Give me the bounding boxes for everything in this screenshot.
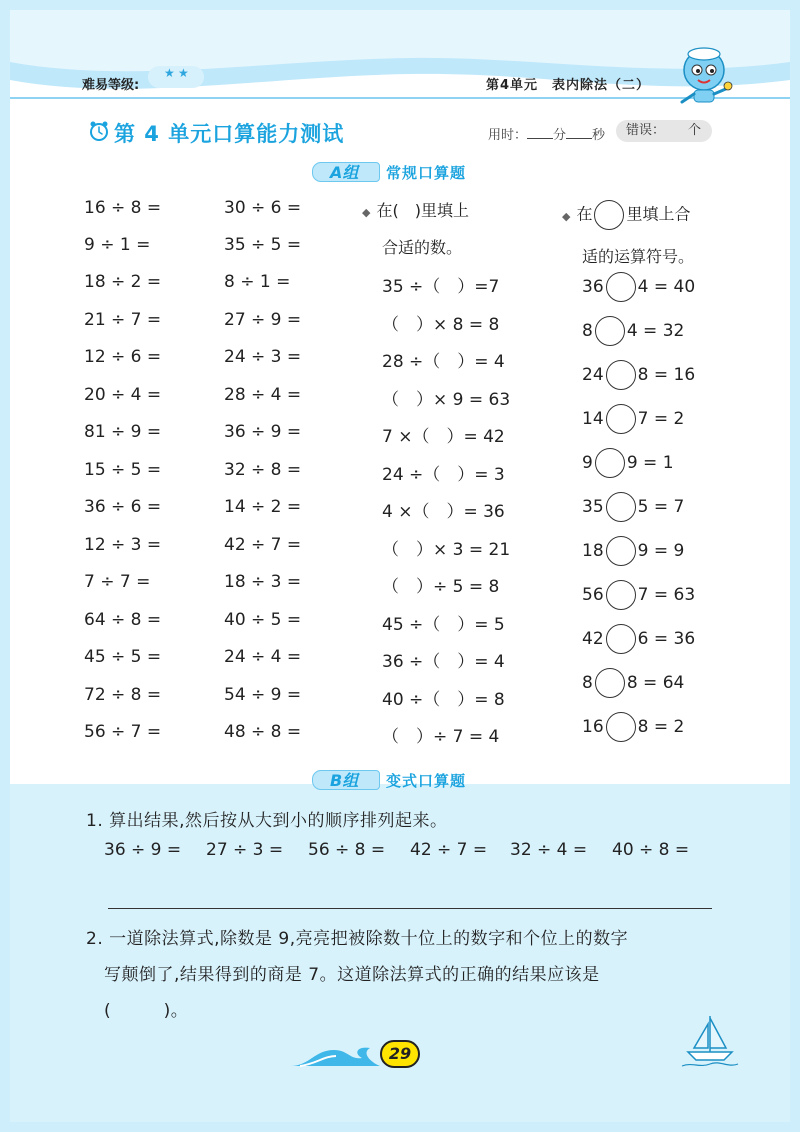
col4-right-part: 4 = 32 — [626, 321, 685, 341]
test-title: 第 4 单元口算能力测试 — [114, 122, 345, 146]
col4-left-operand: 9 — [582, 453, 593, 473]
time-used — [488, 124, 605, 143]
col2-item: 14 ÷ 2 = — [224, 497, 302, 517]
operator-circle-icon — [594, 200, 624, 230]
col4-right-part: 4 = 40 — [637, 277, 696, 297]
col3-item: （ ）× 9 = 63 — [382, 390, 511, 410]
difficulty-star-2: ★ — [178, 66, 189, 80]
operator-blank[interactable] — [606, 404, 636, 434]
col1-item: 18 ÷ 2 = — [84, 272, 162, 292]
q1-item: 27 ÷ 3 = — [206, 840, 284, 860]
col2-item: 28 ÷ 4 = — [224, 385, 302, 405]
col4-item — [582, 492, 684, 522]
col1-item: 7 ÷ 7 = — [84, 572, 151, 592]
col2-item: 40 ÷ 5 = — [224, 610, 302, 630]
col4-right-part: 8 = 2 — [637, 717, 685, 737]
col4-item — [582, 536, 684, 566]
col2-item: 8 ÷ 1 = — [224, 272, 291, 292]
error-count-box — [616, 120, 712, 142]
col3-item: 36 ÷（ ）= 4 — [382, 652, 505, 672]
col3-item: 35 ÷（ ）=7 — [382, 277, 500, 297]
col4-left-operand: 42 — [582, 629, 604, 649]
operator-blank[interactable] — [606, 272, 636, 302]
col1-item: 12 ÷ 3 = — [84, 535, 162, 555]
col2-item: 24 ÷ 4 = — [224, 647, 302, 667]
col4-right-part: 7 = 2 — [637, 409, 685, 429]
operator-blank[interactable] — [606, 580, 636, 610]
difficulty-cloud — [148, 66, 204, 88]
operator-blank[interactable] — [606, 536, 636, 566]
group-a-badge: A组 — [330, 163, 359, 182]
page-number: 29 — [380, 1040, 420, 1068]
col4-right-part: 9 = 9 — [637, 541, 685, 561]
col2-item: 35 ÷ 5 = — [224, 235, 302, 255]
operator-blank[interactable] — [606, 492, 636, 522]
col1-item: 12 ÷ 6 = — [84, 347, 162, 367]
col4-left-operand: 14 — [582, 409, 604, 429]
errors-label: 错误： — [626, 123, 666, 138]
col3-item: （ ）× 3 = 21 — [382, 540, 511, 560]
mascot-icon — [672, 40, 742, 110]
col4-left-operand: 8 — [582, 673, 593, 693]
col4-left-operand: 8 — [582, 321, 593, 341]
question-2-answer-blank[interactable]: ( )。 — [104, 1001, 189, 1021]
q1-item: 42 ÷ 7 = — [410, 840, 488, 860]
q1-item: 36 ÷ 9 = — [104, 840, 182, 860]
col2-item: 30 ÷ 6 = — [224, 198, 302, 218]
col3-item: 45 ÷（ ）= 5 — [382, 615, 505, 635]
unit-title: 第4单元 表内除法（二） — [486, 78, 651, 93]
col1-item: 21 ÷ 7 = — [84, 310, 162, 330]
col3-item: （ ）÷ 7 = 4 — [382, 727, 500, 747]
col4-item — [582, 448, 674, 478]
col4-item — [582, 272, 695, 302]
group-b-title: 变式口算题 — [386, 772, 467, 790]
group-a-title: 常规口算题 — [386, 164, 467, 182]
q1-item: 56 ÷ 8 = — [308, 840, 386, 860]
col1-item: 16 ÷ 8 = — [84, 198, 162, 218]
q1-item: 32 ÷ 4 = — [510, 840, 588, 860]
col4-left-operand: 16 — [582, 717, 604, 737]
difficulty-label: 难易等级: — [82, 78, 140, 93]
col4-left-operand: 36 — [582, 277, 604, 297]
col2-item: 36 ÷ 9 = — [224, 422, 302, 442]
col3-instruction-text: 在( )里填上 — [376, 201, 469, 220]
question-2-line2: 写颠倒了,结果得到的商是 7。这道除法算式的正确的结果应该是 — [104, 965, 600, 985]
col1-item: 20 ÷ 4 = — [84, 385, 162, 405]
col4-item — [582, 668, 684, 698]
col4-right-part: 8 = 16 — [637, 365, 696, 385]
col1-item: 72 ÷ 8 = — [84, 685, 162, 705]
operator-blank[interactable] — [595, 316, 625, 346]
col3-instruction-line1 — [362, 198, 469, 221]
seconds-blank[interactable] — [566, 126, 592, 139]
operator-blank[interactable] — [606, 624, 636, 654]
col3-item: （ ）÷ 5 = 8 — [382, 577, 500, 597]
col3-item: 4 ×（ ）= 36 — [382, 502, 505, 522]
col1-item: 9 ÷ 1 = — [84, 235, 151, 255]
col4-item — [582, 360, 695, 390]
q1-answer-line[interactable] — [108, 908, 712, 909]
col4-instruction-line2: 适的运算符号。 — [582, 247, 695, 266]
col3-item: 7 ×（ ）= 42 — [382, 427, 505, 447]
group-a-banner — [312, 158, 502, 184]
col1-item: 36 ÷ 6 = — [84, 497, 162, 517]
errors-unit: 个 — [688, 123, 702, 138]
q1-item: 40 ÷ 8 = — [612, 840, 690, 860]
wave-icon — [290, 1040, 380, 1070]
col2-item: 24 ÷ 3 = — [224, 347, 302, 367]
col4-item — [582, 580, 695, 610]
col2-item: 54 ÷ 9 = — [224, 685, 302, 705]
col1-item: 45 ÷ 5 = — [84, 647, 162, 667]
col4-left-operand: 18 — [582, 541, 604, 561]
col3-item: 24 ÷（ ）= 3 — [382, 465, 505, 485]
col4-item — [582, 712, 684, 742]
col4-instruction-text-a: 在 — [576, 204, 593, 224]
operator-blank[interactable] — [606, 712, 636, 742]
col1-item: 81 ÷ 9 = — [84, 422, 162, 442]
difficulty-star-1: ★ — [164, 66, 175, 80]
col4-item — [582, 404, 684, 434]
alarm-clock-icon — [88, 120, 110, 142]
operator-blank[interactable] — [595, 668, 625, 698]
col2-item: 27 ÷ 9 = — [224, 310, 302, 330]
col3-instruction-line2: 合适的数。 — [382, 238, 463, 257]
group-b-banner — [312, 766, 502, 792]
diamond-bullet-icon: ◆ — [562, 209, 571, 223]
col3-item: 40 ÷（ ）= 8 — [382, 690, 505, 710]
col4-left-operand: 24 — [582, 365, 604, 385]
seconds-unit: 秒 — [592, 128, 606, 143]
page-number-badge — [380, 1040, 420, 1068]
col2-item: 48 ÷ 8 = — [224, 722, 302, 742]
col3-item: （ ）× 8 = 8 — [382, 315, 500, 335]
sailboat-icon — [680, 1010, 740, 1070]
minutes-unit: 分 — [553, 128, 567, 143]
col4-right-part: 9 = 1 — [626, 453, 674, 473]
col2-item: 18 ÷ 3 = — [224, 572, 302, 592]
question-2-line1: 2. 一道除法算式,除数是 9,亮亮把被除数十位上的数字和个位上的数字 — [86, 929, 629, 949]
col4-item — [582, 316, 684, 346]
diamond-bullet-icon: ◆ — [362, 206, 371, 219]
col4-right-part: 5 = 7 — [637, 497, 685, 517]
col3-item: 28 ÷（ ）= 4 — [382, 352, 505, 372]
operator-blank[interactable] — [606, 360, 636, 390]
col1-item: 56 ÷ 7 = — [84, 722, 162, 742]
question-1: 1. 算出结果,然后按从大到小的顺序排列起来。 — [86, 811, 448, 831]
col4-left-operand: 56 — [582, 585, 604, 605]
col2-item: 32 ÷ 8 = — [224, 460, 302, 480]
col4-left-operand: 35 — [582, 497, 604, 517]
col1-item: 64 ÷ 8 = — [84, 610, 162, 630]
col4-item — [582, 624, 695, 654]
group-b-badge: B组 — [330, 771, 359, 790]
group-b-panel — [10, 784, 790, 1122]
time-used-label: 用时： — [488, 128, 528, 143]
col2-item: 42 ÷ 7 = — [224, 535, 302, 555]
minutes-blank[interactable] — [527, 126, 553, 139]
col4-instruction-text-b: 里填上合 — [626, 204, 691, 224]
col4-right-part: 8 = 64 — [626, 673, 685, 693]
col1-item: 15 ÷ 5 = — [84, 460, 162, 480]
col4-instruction-line1 — [562, 200, 691, 230]
operator-blank[interactable] — [595, 448, 625, 478]
col4-right-part: 7 = 63 — [637, 585, 696, 605]
col4-right-part: 6 = 36 — [637, 629, 696, 649]
